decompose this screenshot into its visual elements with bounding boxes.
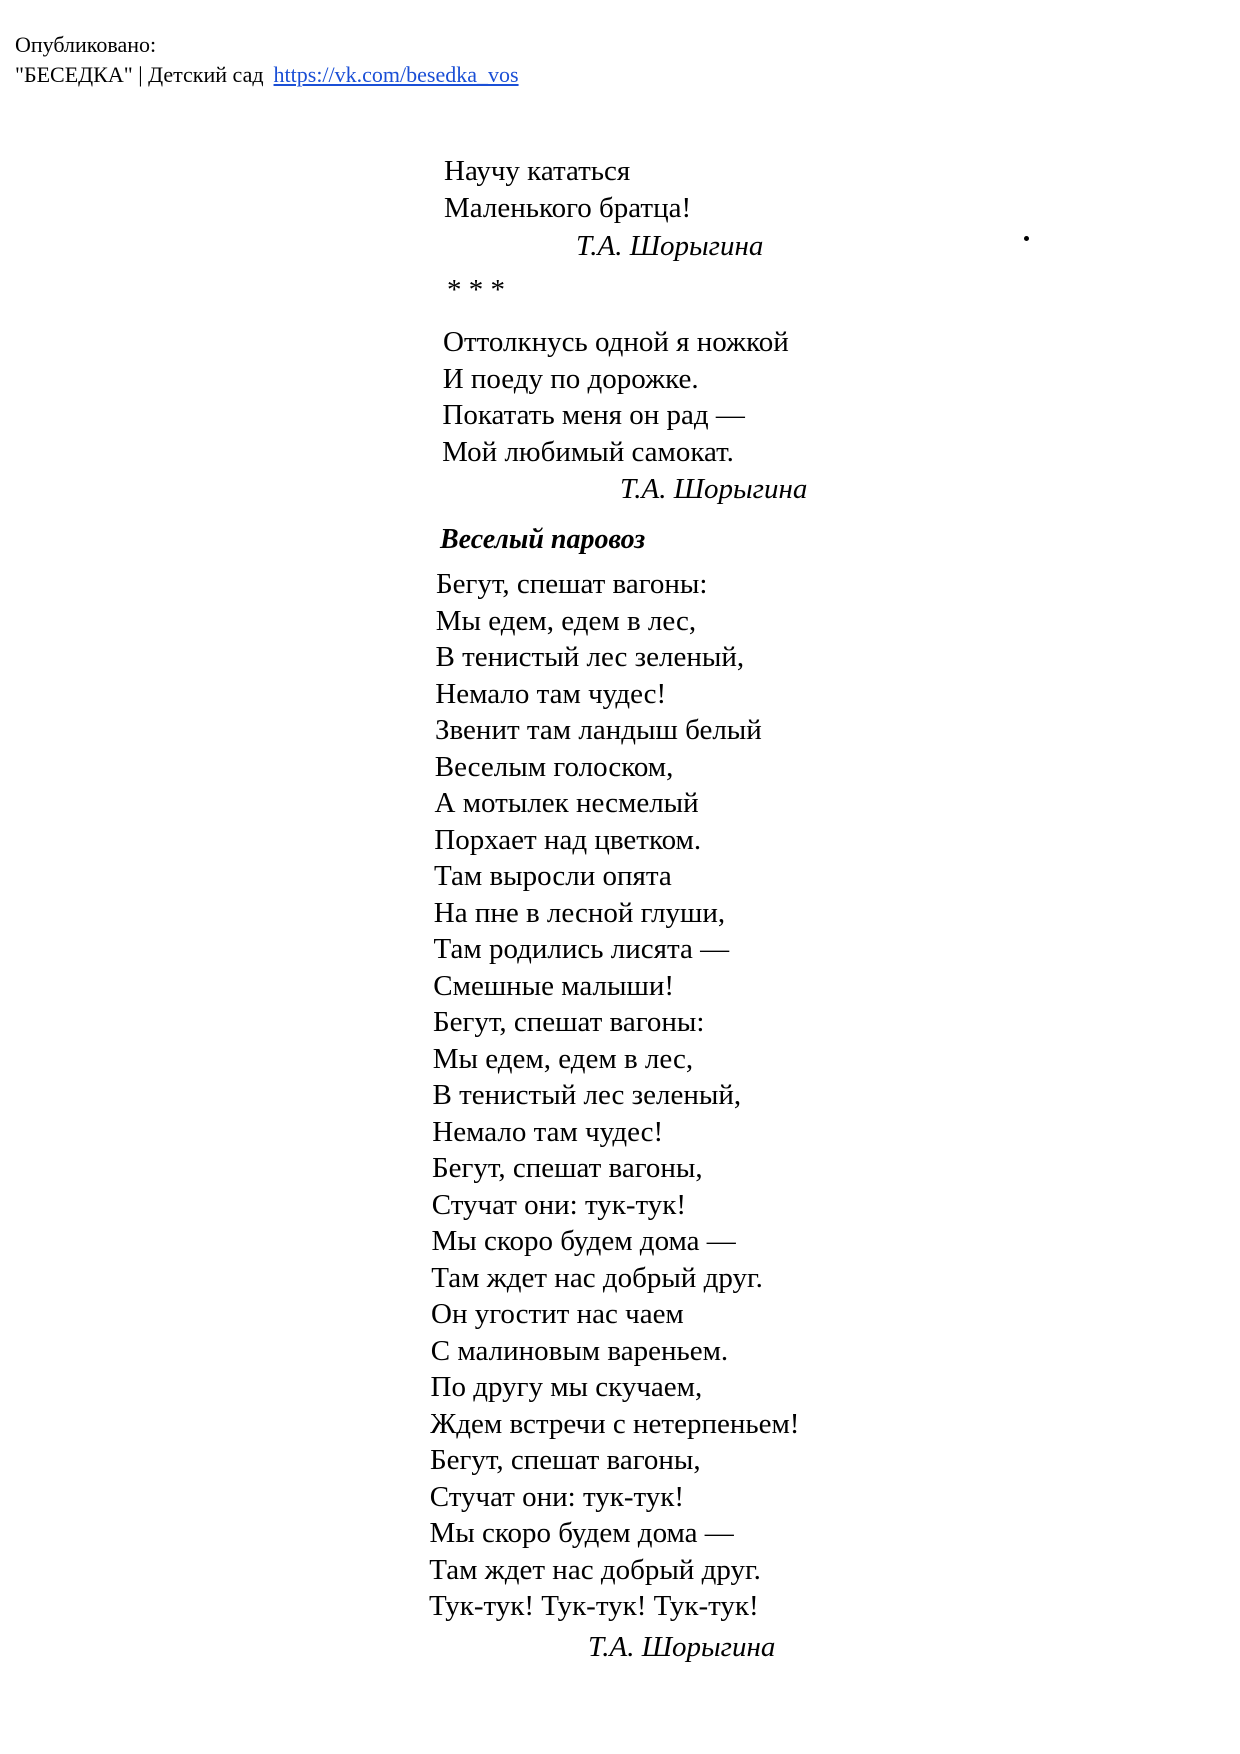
poem-line: Стучат они: тук-тук! [429,1480,685,1513]
poem-line: Смешные малыши! [433,969,675,1002]
poem-line: Стучат они: тук-тук! [431,1188,687,1221]
poem-line: А мотылек несмелый [434,787,699,819]
site-name: "БЕСЕДКА" | Детский сад [15,62,264,87]
section-separator: * * * [447,274,505,306]
poem-line: Порхает над цветком. [434,823,702,856]
poem-line: Там выросли опята [434,860,672,892]
poem-line: В тенистый лес зеленый, [435,641,745,673]
poem-line: Мой любимый самокат. [442,435,734,468]
poem-line: В тенистый лес зеленый, [432,1079,742,1111]
poem-1-text [444,153,691,226]
poem-line: Там родились лисята — [433,933,730,965]
poem-line: Веселым голоском, [434,750,674,783]
poem-line: По другу мы скучаем, [430,1371,703,1403]
poem-line: Он угостит нас чаем [431,1298,684,1330]
poem-line: Там ждет нас добрый друг. [429,1553,761,1586]
poem-line: Там ждет нас добрый друг. [431,1261,763,1294]
poem-2-text [443,324,789,470]
source-link[interactable]: https://vk.com/besedka_vos [273,62,519,87]
poem-line: Тук-тук! Тук-тук! Тук-тук! [429,1590,759,1622]
poem-line: Мы скоро будем дома — [431,1225,736,1257]
poem-line: Покатать меня он рад — [442,399,745,431]
poem-3-title: Веселый паровоз [440,524,646,555]
poem-line: И поеду по дорожке. [442,362,699,395]
poem-line: Звенит там ландыш белый [435,714,762,746]
published-label: Опубликовано: [15,32,157,57]
poem-line: Мы едем, едем в лес, [432,1042,694,1075]
poem-1-author: Т.А. Шорыгина [576,230,764,262]
publication-header [15,30,519,90]
poem-line: На пне в лесной глуши, [433,896,726,929]
poem-line: Мы едем, едем в лес, [435,604,697,637]
poem-3-text [429,566,800,1625]
poem-line: Оттолкнусь одной я ножкой [443,326,789,358]
poem-line: Бегут, спешат вагоны: [436,568,708,600]
poem-line: Бегут, спешат вагоны, [432,1152,703,1184]
poem-line: Научу кататься [444,155,631,187]
poem-2-author: Т.А. Шорыгина [620,473,808,505]
poem-3-author: Т.А. Шорыгина [588,1631,776,1663]
poem-line: Ждем встречи с нетерпеньем! [430,1407,800,1440]
poem-line: Мы скоро будем дома — [429,1517,734,1549]
source-line [15,60,519,90]
poem-line: С малиновым вареньем. [430,1334,729,1367]
poem-line: Бегут, спешат вагоны: [433,1006,705,1038]
poem-line: Немало там чудес! [432,1115,664,1148]
poem-line: Немало там чудес! [435,677,667,710]
scan-speck [1024,236,1029,241]
poem-line: Маленького братца! [444,191,692,224]
poem-line: Бегут, спешат вагоны, [430,1444,701,1476]
